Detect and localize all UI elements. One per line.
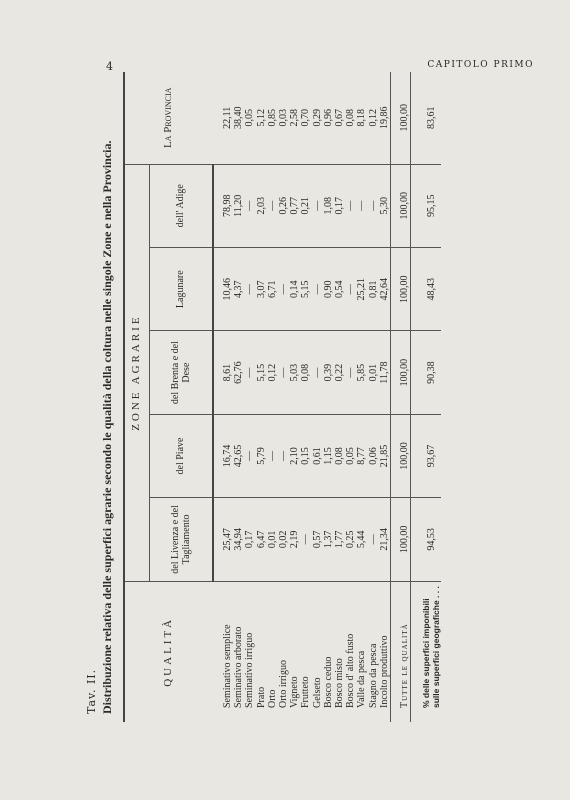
cell: 21,34 [379, 498, 391, 581]
cell: 6,47 [256, 498, 267, 581]
row-label: Gelseto [312, 581, 323, 722]
table-row [368, 72, 379, 722]
cell: 0,06 [368, 414, 379, 497]
row-label: Orto irriguo [278, 581, 289, 722]
cell: 5,15 [256, 331, 267, 414]
row-label: Bosco ceduo [323, 581, 334, 722]
row-label: Seminativo irriguo [244, 581, 255, 722]
header-zone-adige: dell' Adige [150, 164, 214, 247]
page-number: 4 [106, 60, 113, 73]
header-zone-piave: del Piave [150, 414, 214, 497]
cell: — [244, 164, 255, 247]
cell: 1,08 [323, 164, 334, 247]
cell: 0,81 [368, 248, 379, 331]
percent-row-label: % delle superfici imponibili sulle superfici geografiche . . . [411, 581, 442, 722]
row-label: Valle da pesca [356, 581, 367, 722]
header-zone-lagunare: Lagunare [150, 248, 214, 331]
cell: 2,19 [289, 498, 300, 581]
cell: 0,02 [278, 498, 289, 581]
cell: 0,67 [334, 109, 346, 127]
table-row [267, 72, 278, 722]
cell: 5,85 [356, 331, 367, 414]
table-row [256, 72, 267, 722]
cell: 0,26 [278, 164, 289, 247]
table-row [244, 72, 255, 722]
cell: 0,01 [368, 331, 379, 414]
cell: 0,17 [334, 164, 345, 247]
cell: 11,78 [379, 331, 391, 414]
table-label: Tav. II. [85, 668, 98, 714]
row-label: Seminativo semplice [213, 581, 233, 722]
cell: 4,37 [233, 248, 244, 331]
cell: 25,47 [213, 498, 233, 581]
table-caption: Distribuzione relativa delle superfici agrarie secondo le qualità della coltura nelle singole Zone e nella Provincia. [100, 140, 114, 714]
cell: 1,77 [334, 498, 345, 581]
cell: 11,20 [233, 164, 244, 247]
cell: 100,00 [391, 164, 411, 247]
cell: 16,74 [213, 414, 233, 497]
table-row [345, 72, 356, 722]
cell: 5,15 [300, 248, 311, 331]
cell: 8,77 [356, 414, 367, 497]
cell: 42,64 [379, 248, 391, 331]
rotated-table-block [85, 62, 545, 722]
table-row [278, 72, 289, 722]
cell: 0,21 [300, 164, 311, 247]
cell: 38,40 [233, 106, 245, 130]
header-qualita: QUALITÀ [124, 581, 213, 722]
cell: 0,03 [278, 109, 290, 127]
cell: 0,17 [244, 498, 255, 581]
row-label: Frutteto [300, 581, 311, 722]
cell: 0,25 [345, 498, 356, 581]
cell: 42,65 [233, 414, 244, 497]
cell: 90,38 [411, 331, 442, 414]
cell: 0,22 [334, 331, 345, 414]
row-label: Orto [267, 581, 278, 722]
cell: 0,90 [323, 248, 334, 331]
cell: 0,61 [312, 414, 323, 497]
cell: 100,00 [391, 414, 411, 497]
cell: — [356, 164, 367, 247]
header-zone-brenta: del Brenta e del Dese [150, 331, 214, 414]
cell: 10,46 [213, 248, 233, 331]
table-row [312, 72, 323, 722]
cell: 5,12 [255, 109, 267, 127]
row-label: Stagno da pesca [368, 581, 379, 722]
cell: 100,00 [391, 248, 411, 331]
cell: 48,43 [411, 248, 442, 331]
cell: 6,71 [267, 248, 278, 331]
row-label: Bosco d' alto fusto [345, 581, 356, 722]
cell: — [244, 414, 255, 497]
table-row [323, 72, 334, 722]
cell: 0,70 [300, 109, 312, 127]
cell: 1,15 [323, 414, 334, 497]
cell: 83,61 [411, 72, 442, 164]
running-head: CAPITOLO PRIMO [427, 60, 534, 70]
cell: 0,29 [311, 109, 323, 127]
cell: 1,37 [323, 498, 334, 581]
table-row [289, 72, 300, 722]
cell: — [345, 248, 356, 331]
row-label: Vigneto [289, 581, 300, 722]
cell: 22,11 [221, 106, 233, 129]
cell: 8,18 [356, 109, 368, 127]
cell: 2,10 [289, 414, 300, 497]
cell: 0,08 [334, 414, 345, 497]
header-zone-livenza: del Livenza e del Tagliamento [150, 498, 214, 581]
cell: 100,00 [391, 331, 411, 414]
table-row [356, 72, 367, 722]
cell: — [244, 331, 255, 414]
cell: 5,79 [256, 414, 267, 497]
cell: 0,57 [312, 498, 323, 581]
cell: — [300, 498, 311, 581]
cell: 5,03 [289, 331, 300, 414]
cell: 94,53 [411, 498, 442, 581]
cell: 21,85 [379, 414, 391, 497]
cell: — [345, 331, 356, 414]
total-row-label: Tutte le qualità [391, 581, 411, 722]
cell: — [278, 248, 289, 331]
cell: 0,14 [289, 248, 300, 331]
cell: 0,15 [300, 414, 311, 497]
table-row [379, 72, 391, 722]
cell: 0,12 [267, 331, 278, 414]
cell: — [368, 498, 379, 581]
table-row [233, 72, 244, 722]
data-table [123, 72, 441, 722]
total-row [391, 72, 411, 722]
cell: — [244, 248, 255, 331]
row-label: Incolto produttivo [379, 581, 391, 722]
cell: 25,21 [356, 248, 367, 331]
cell: 0,54 [334, 248, 345, 331]
row-label: Bosco misto [334, 581, 345, 722]
cell: — [312, 331, 323, 414]
cell: 5,30 [379, 164, 391, 247]
cell: 95,15 [411, 164, 442, 247]
cell: — [278, 331, 289, 414]
cell: 5,44 [356, 498, 367, 581]
cell: 0,77 [289, 164, 300, 247]
cell: 62,76 [233, 331, 244, 414]
cell: — [278, 414, 289, 497]
header-provincia: La Provincia [124, 72, 213, 164]
table-row [300, 72, 311, 722]
table-row [213, 72, 233, 722]
cell: 0,12 [367, 109, 379, 127]
cell: 0,85 [266, 109, 278, 127]
cell: — [345, 164, 356, 247]
cell: — [312, 164, 323, 247]
row-label: Prato [256, 581, 267, 722]
cell: — [267, 164, 278, 247]
cell: 2,03 [256, 164, 267, 247]
header-zone-agrarie: ZONE AGRARIE [124, 164, 150, 581]
cell: 0,39 [323, 331, 334, 414]
cell: 0,96 [322, 109, 334, 127]
cell: 0,05 [345, 414, 356, 497]
cell: 93,67 [411, 414, 442, 497]
cell: 78,98 [213, 164, 233, 247]
cell: 3,07 [256, 248, 267, 331]
cell: 2,58 [289, 109, 301, 127]
cell: 0,01 [267, 498, 278, 581]
percent-row [411, 72, 442, 722]
cell: 100,00 [391, 498, 411, 581]
cell: — [267, 414, 278, 497]
cell: — [368, 164, 379, 247]
cell: — [312, 248, 323, 331]
cell: 8,61 [213, 331, 233, 414]
cell: 0,08 [300, 331, 311, 414]
cell: 19,86 [378, 106, 390, 130]
table-row [334, 72, 345, 722]
cell: 0,08 [345, 109, 357, 127]
table-body [213, 72, 441, 722]
cell: 0,05 [244, 109, 256, 127]
cell: 100,00 [391, 72, 411, 164]
cell: 34,94 [233, 498, 244, 581]
row-label: Seminativo arborato [233, 581, 244, 722]
